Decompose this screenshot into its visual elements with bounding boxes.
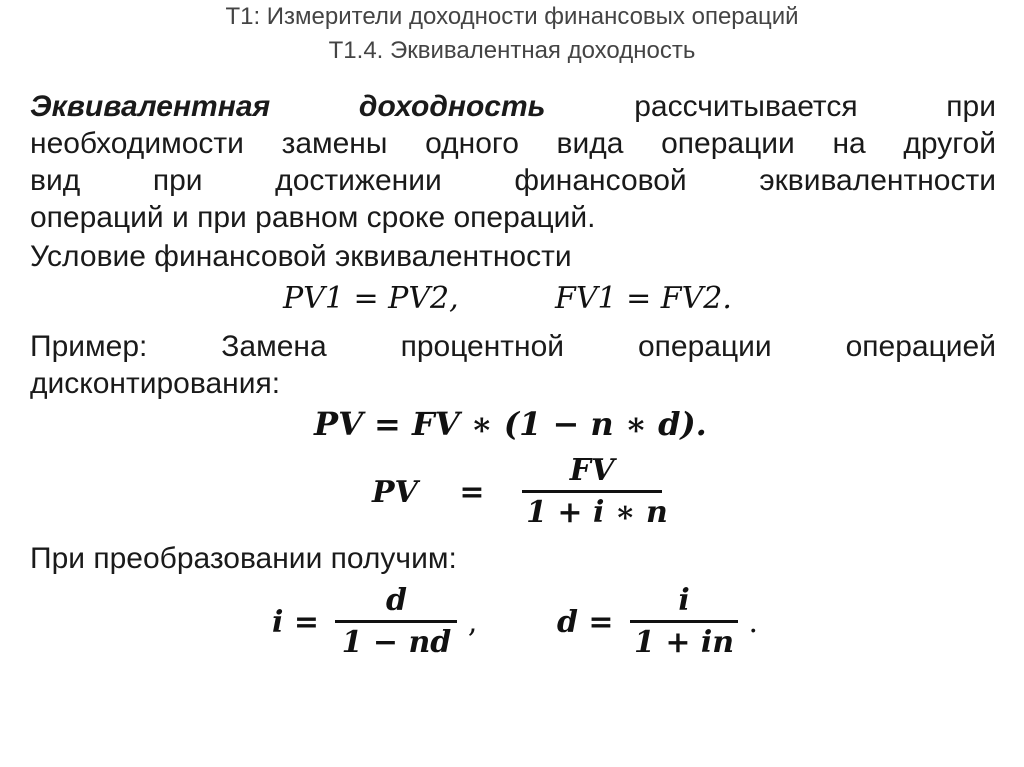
intro-line-4: операций и при равном сроке операций. [30,201,596,234]
formula-pv-discount: PV = FV ∗ (1 − n ∗ d). [314,405,707,443]
defined-term: Эквивалентная доходность [30,90,546,123]
intro-line-1 [30,88,996,125]
fraction-denominator: 1 + i ∗ n [526,495,668,530]
slide-subtopic-title: Т1.4. Эквивалентная доходность [328,37,696,64]
formula-i [272,582,477,663]
fraction-equals: = [459,475,485,510]
example-paragraph [30,328,996,402]
formula-pv-equality: PV1 = PV2, [283,281,459,316]
formula-d-lhs: d = [557,605,614,640]
example-line-1: Пример: Замена процентной операции операцией [30,330,996,363]
transform-text: При преобразовании получим: [30,542,457,575]
formula-i-lhs: i = [272,605,319,640]
formula-d-period: . [748,605,759,640]
formula-i-comma: , [467,605,478,640]
intro-line-1-rest: рассчитывается при [634,90,996,123]
formula-fv-equality: FV1 = FV2. [555,281,732,316]
fraction-numerator: FV [569,453,615,488]
fraction-pv [522,452,668,533]
fraction-d [630,582,738,663]
formula-pv-fraction [372,452,668,533]
intro-line-2: необходимости замены одного вида операции на другой [30,127,996,160]
fraction-d-denominator: 1 + in [634,625,735,660]
intro-line-3: вид при достижении финансовой эквивалентности [30,164,996,197]
fraction-i-denominator: 1 − nd [341,625,452,660]
formula-d [557,582,758,663]
fraction-i-numerator: d [385,583,407,618]
condition-text: Условие финансовой эквивалентности [30,240,572,273]
fraction-i [335,582,457,663]
slide-topic-title: Т1: Измерители доходности финансовых операций [225,3,799,30]
fraction-d-numerator: i [678,583,690,618]
example-line-2: дисконтирования: [30,367,281,400]
fraction-lhs: PV [372,475,418,510]
intro-paragraph [30,88,996,236]
